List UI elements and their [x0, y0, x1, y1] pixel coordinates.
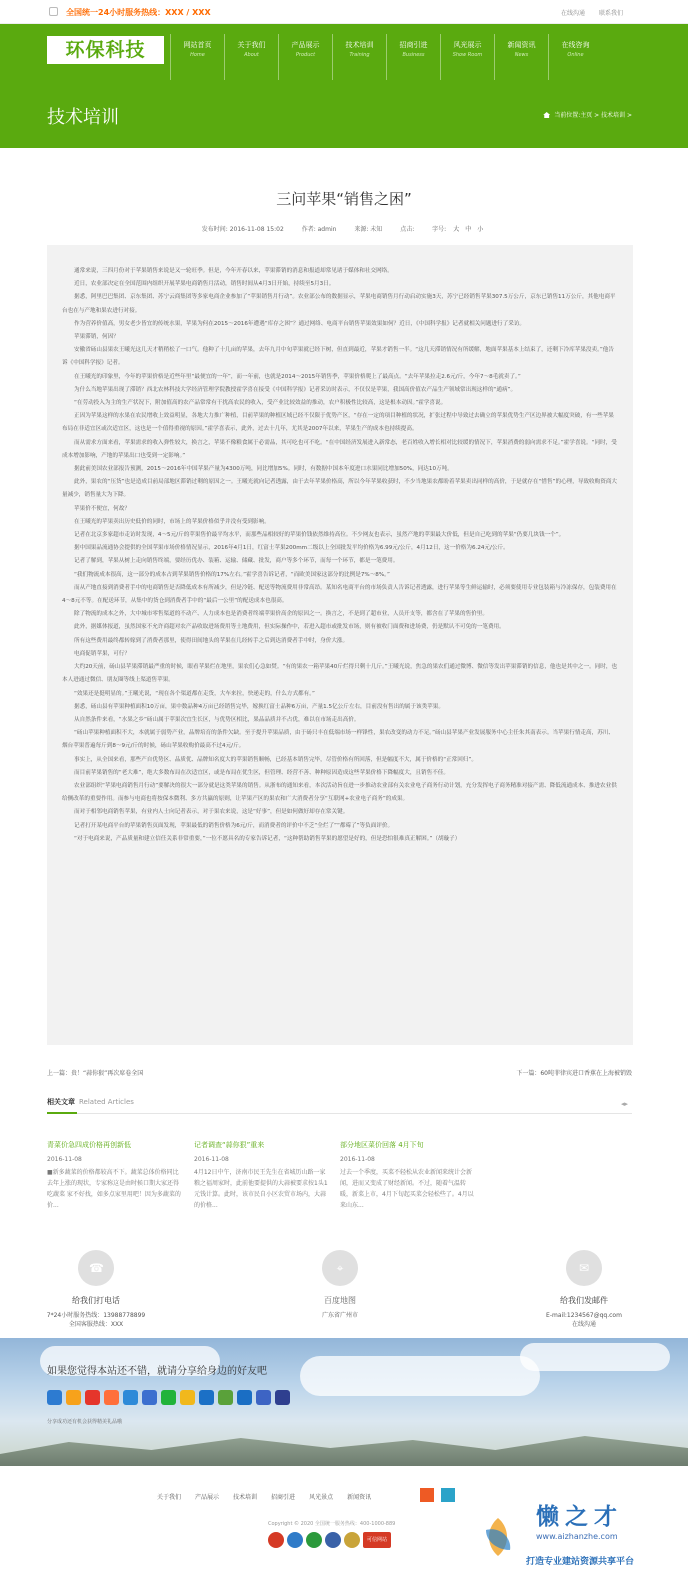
related-item-date: 2016-11-08	[340, 1156, 375, 1163]
online-chat-link[interactable]: 在线沟通	[561, 10, 586, 17]
article-paragraph: “在劳动投入为主的生产状况下，附加值高的农产品常常有干扰高农民的收入，受产业比较效益的推动，农户积极性比较高，这是根本动因。”霍学喜说。	[74, 400, 447, 407]
footer-link[interactable]: 风光景点	[309, 1494, 334, 1501]
share-title: 如果您觉得本站还不错，就请分享给身边的好友吧	[47, 1366, 267, 1377]
share-platform-icon[interactable]	[85, 1390, 100, 1405]
watermark-logo-icon	[480, 1516, 516, 1558]
article-title: 三问苹果“销售之困”	[276, 190, 412, 208]
share-platform-icon[interactable]	[142, 1390, 157, 1405]
article-paragraph: 从自然条件来看，“水果之乡”砀山属于苹果次宜生长区，与优势区相比，果品品质并不占优，难以在市场走出高价。	[74, 716, 360, 723]
related-item[interactable]	[194, 1140, 329, 1211]
article-date: 发布时间: 2016-11-08 15:02	[201, 226, 284, 233]
trust-badge-icon[interactable]	[287, 1532, 303, 1548]
article-author: 作者: admin	[301, 226, 337, 233]
hotline-text: 全国统一24小时服务热线：XXX / XXX	[66, 8, 211, 17]
contact-email[interactable]	[522, 1250, 646, 1329]
cloud	[520, 1343, 670, 1371]
share-platform-icon[interactable]	[180, 1390, 195, 1405]
contact-map[interactable]	[280, 1250, 400, 1320]
related-item-title[interactable]: 青菜价急四成价格再创新低	[47, 1141, 131, 1149]
breadcrumb[interactable]	[543, 110, 632, 119]
article-paragraph: “砀山苹果种植面积不大，本就属于弱势产业，品牌培育的条件欠缺。至于提升苹果品质，由于砀只丰在低端市场一样锋性，果农改变的动力不足。”砀山县苹果产业发展服务中心主任朱其南表示。当苹果行情走高，苏川、烟台苹果普遍每斤到8～9元/斤的时候，砀山苹果收购价最高不过4元/斤。	[62, 730, 614, 750]
divider-accent	[47, 1112, 77, 1114]
related-item[interactable]	[47, 1140, 182, 1211]
article-paragraph: “效果还是挺明显的。”王曦光说，“现在各个渠道都在走货，大车来拉，快递走的，什么方式都有。”	[74, 690, 315, 697]
article-paragraph: 正因为苹果这样的水果在农民增收上效益明显，各地大力推广种植，目前苹果的种植区域已经不仅限于优势产区，“存在一定的项目种植的状况，扩张过程中导致过去确立的苹果优势生产区边界被大幅度突破，有一些苹果布局在非适宜区或次适宜区，这也是一个值得重视的原因。”霍学喜表示，此外，过去十几年，尤其是2007年以来，苹果生产的成本也持续提高。	[62, 413, 614, 433]
nav-item-business[interactable]: 招商引进 Business	[386, 34, 440, 104]
contact-line: 广东省广州市	[321, 1312, 358, 1319]
share-platform-icon[interactable]	[218, 1390, 233, 1405]
contact-phone[interactable]	[36, 1250, 156, 1329]
page-banner	[0, 80, 688, 148]
article-paragraph: 在王曦光的苹果卖出历史低价的同时，市场上的苹果价格似乎并没有受到影响。	[74, 518, 270, 525]
article-clicks: 点击:	[400, 226, 415, 233]
font-size-small[interactable]: 小	[477, 226, 484, 233]
weibo-icon[interactable]	[420, 1488, 434, 1502]
article-paragraph: 大约20天前，砀山县苹果滞销最严重的时候，眼看苹果烂在地里，果农们心急如焚。“有的果农一箱苹果40斤烂得只剩十几斤。”王曦光说，焦急的果农们通过微博、微信等发出苹果滞销的信息，他也是其中之一。同时，也本人进通过微信、朋友圈等线上渠道售苹果。	[62, 664, 618, 684]
phone-icon: ☎	[78, 1250, 114, 1286]
share-note: 分享成功还有机会获得精美礼品哦	[47, 1419, 123, 1425]
cloud	[300, 1356, 540, 1396]
article-paragraph: 此外，果农的“压货”也是造成目前局部地区滞销过剩的原因之一。王曦光就向记者透露，由于去年苹果价格高，所以今年苹果收获时，不少当地果农都盼着苹果卖出同样的高价，于是就存在“惜售”的心理，导致收购资商大量减少，销售量大为下降。	[62, 479, 618, 499]
share-platform-icon[interactable]	[47, 1390, 62, 1405]
nav-item-product[interactable]: 产品展示 Product	[278, 34, 332, 104]
font-size-medium[interactable]: 中	[465, 226, 472, 233]
article-paragraph: 为什么当地苹果出现了滞销？西北农林科技大学经济管理学院教授霍学喜在接受《中国科学报》记者采访时表示，不仅仅是苹果，我国高价值农产品生产领域常出现这样的“通病”。	[74, 386, 517, 393]
article-paragraph: 而从产地直接到消费者手中的电商销售是否降低成本有所减少，但是冷链、配送等物流费用非常高昂。某知名电商平台的市场负责人告诉记者透露，进行苹果等生鲜运输时，必须要使用专业包装箱与冷冻保存，包装费用在4～8元不等。在配送环节，从集中的货仓到消费者手中的“最后一公里”的配送成本也很高。	[62, 584, 617, 605]
article-paragraph: 而从需求方面来看，苹果需求的收入弹性较大，换言之，苹果不像粮食属于必需品，其可吃也可不吃。“在中国经济发展进入新常态，老百姓收入增长相对比较缓的情况下，苹果消费的弱向需求不足。”霍学喜说。“同时，受成本增加影响，产地的苹果出口也受到一定影响。”	[62, 439, 617, 459]
contact-us-link[interactable]: 联系我们	[598, 10, 623, 17]
contact-line: 全国客服热线：XXX	[68, 1321, 124, 1328]
contact-line: 7*24小时服务热线：13988778899	[46, 1312, 146, 1319]
footer-link[interactable]: 技术培训	[233, 1494, 258, 1501]
font-size-label: 字号:	[432, 226, 447, 233]
top-links	[549, 8, 623, 17]
article-paragraph: 苹果价不便宜，何故？	[74, 505, 130, 512]
related-item-date: 2016-11-08	[194, 1156, 229, 1163]
article-paragraph: 在王曦光的印象里，今年的苹果价格是近些年里“最便宜的一年”，而一年前，也就是2014～2015年销售季，苹果价格爬上了最高点。“去年苹果拉走2.6元/斤，今年7～8毛就卖了。”	[74, 373, 521, 380]
main-nav	[170, 34, 602, 80]
footer-link[interactable]: 新闻资讯	[347, 1494, 372, 1501]
share-platform-icon[interactable]	[104, 1390, 119, 1405]
mail-icon: ✉	[566, 1250, 602, 1286]
article-paragraph: 农业部组织“苹果电商销售月行动”要解决的很大一部分就是这类苹果的销售。从浙布的通知来看，本次活动旨在进一步推动农业部有关农业电子商务行动计划，充分发挥电子商务精准对接产需、降低流通成本、推进农业供给侧改革的重要作用。而参与电商也将按保本微利、多方共赢的原则，让苹果产区的果农和广大消费者分享“互联网+农业电子商务”的成果。	[62, 782, 617, 803]
share-platform-icon[interactable]	[123, 1390, 138, 1405]
article-paragraph: 据此前美国农业部报告预测，2015～2016年中国苹果产量为4300万吨，同比增加5%。同时，有数据中国本年度进口水果同比增加50%，同达10万吨。	[74, 466, 453, 473]
share-platform-icon[interactable]	[256, 1390, 271, 1405]
article-paragraph: 近日，农业部决定在全国范围内组织开展苹果电商销售月活动，销售时间从4月3日开始，持续至5月3日。	[74, 281, 335, 288]
article-paragraph: 作为营养价值高，男女老少皆宜的传统水果，苹果为何在2015～2016年遭遇“库存之困”？通过网络、电商平台销售苹果效果如何？近日，《中国科学报》记者就相关问题进行了采访。	[74, 320, 526, 327]
landscape-hills	[0, 1426, 688, 1466]
nav-item-news[interactable]: 新闻资讯 News	[494, 34, 548, 104]
footer-links	[157, 1492, 385, 1501]
trusted-site-badge[interactable]: 可信网站	[363, 1532, 391, 1548]
nav-item-online[interactable]: 在线咨询 Online	[548, 34, 602, 104]
trust-badges	[268, 1532, 394, 1548]
trust-badge-icon[interactable]	[325, 1532, 341, 1548]
share-icons	[47, 1390, 294, 1405]
article-paragraph: 而目前苹果销售的“老大难”，绝大多数布局在次适宜区，或是布局在优生区，但管理、经营不善、种种原因造成这些苹果价格下降幅度大，且销售不佳。	[74, 769, 449, 776]
contact-line: E-mail:1234567@qq.com	[546, 1312, 622, 1319]
article-paragraph: 据悉，砀山县有苹果种植面积10万亩，果中数品种4万亩已经销售完毕，嫁换红富士品种6万亩，产量1.5亿公斤左右，目前没有售出的属于该类苹果。	[74, 703, 444, 710]
map-pin-icon: ⌖	[322, 1250, 358, 1286]
nav-item-training[interactable]: 技术培训 Training	[332, 34, 386, 104]
nav-item-showroom[interactable]: 风光展示 Show Room	[440, 34, 494, 104]
related-item[interactable]	[340, 1140, 475, 1211]
article-paragraph: “我们物流成本很高，这一部分的成本占到苹果销售价格的17%左右。”霍学喜告诉记者，“而欧美国家这部分的比例是7%～8%。”	[74, 571, 390, 578]
article-body	[47, 245, 633, 1045]
footer-link[interactable]: 招商引进	[271, 1494, 296, 1501]
prev-next-nav	[47, 1068, 632, 1077]
contact-title: 给我们发邮件	[560, 1296, 608, 1305]
trust-badge-icon[interactable]	[268, 1532, 284, 1548]
trust-badge-icon[interactable]	[306, 1532, 322, 1548]
qq-icon[interactable]	[441, 1488, 455, 1502]
related-subtitle: Related Articles	[79, 1098, 134, 1106]
header	[0, 24, 688, 80]
watermark-url: www.aizhanzhe.com	[536, 1532, 618, 1541]
related-title: 相关文章 Related Articles	[47, 1098, 134, 1106]
related-item-excerpt: ■新多蔬菜的价格都较高不下。蔬菜总体价格同比去年上涨的现状，专家称这是由时候口期大家还得吃蔬菜 家不好找，如多点家里用吧！因为多蔬菜的价...	[47, 1169, 181, 1209]
breadcrumb-text[interactable]: 当前位置:主页 > 技术培训 >	[554, 112, 632, 119]
article-source: 来源: 未知	[354, 226, 383, 233]
article-paragraph: “对于电商来说，产品质量和建立信任关系非常重要，”一位不愿具名的专家告诉记者，“这种帮助销售苹果的愿望是好的，但是恐怕很难真正解困。”（胡璇子）	[74, 835, 461, 842]
related-item-title[interactable]: 部分地区菜价回落 4月下旬	[340, 1141, 424, 1149]
contact-line: 在线沟通	[571, 1321, 596, 1328]
article-paragraph: 通常来说，三四月份对于苹果销售来说是又一轮旺季。但是，今年开春以来，苹果滞销的消息和报道却常见诸于媒体和社交网络。	[74, 268, 393, 274]
copyright: Copyright © 2020 全国统一服务热线：400-1000-889	[268, 1521, 396, 1527]
related-item-excerpt: 4月12日中午，济南市民王先生在省城历山路一家粮之福周家时，此前他要提供的大蒜被要求按1头1元钱计算。此时，该市民自小区农贸市场内，大蒜的价格...	[194, 1169, 328, 1209]
footer-link[interactable]: 产品展示	[195, 1494, 220, 1501]
watermark-slogan: 打造专业建站资源共享平台	[526, 1557, 635, 1567]
nav-item-home[interactable]: 网站首页 Home	[170, 34, 224, 104]
nav-item-about[interactable]: 关于我们 About	[224, 34, 278, 104]
article-paragraph: 安徽省砀山县果农王曦光这几天才稍稍松了一口气。他种了十几亩的苹果，去年九月中旬苹果就已经下树，但直到最近，苹果才销售一半。“这几天滞销情况有所缓解，地面苹果基本上结束了，还剩下冷库苹果没卖。”他告诉《中国科学报》记者。	[62, 347, 614, 367]
article-paragraph: 记者打开某电商平台的苹果销售页面发现，苹果最低的销售价格为6元/斤，而消费者的评价中不乏“全烂了”“都霉了”等负面评价。	[74, 822, 394, 829]
article-meta	[0, 224, 688, 233]
article-paragraph: 据悉，阿里巴巴集团、京东集团、苏宁云商集团等多家电商企业参加了“苹果销售月行动”。农业部公布的数据显示，苹果电商销售月行动启动实施3天，苏宁已经销售苹果307.5万公斤，京东已销售11万公斤，其他电商平台也在与产地和果农进行对接。	[62, 294, 616, 314]
related-item-excerpt: 过去一个季度，买菜不轻松从农业新闻来统计会新闻，进而又变成了财经新闻。不过，随着气温转暖，新菜上市，4月下旬起买菜会轻松些了。4月以来山东...	[340, 1169, 474, 1209]
contact-title: 百度地图	[324, 1296, 356, 1305]
home-icon[interactable]	[49, 7, 58, 16]
divider	[47, 1113, 632, 1114]
share-platform-icon[interactable]	[161, 1390, 176, 1405]
watermark-brand: 懒之才	[536, 1504, 623, 1530]
home-icon	[543, 112, 550, 118]
font-size-large[interactable]: 大	[453, 226, 460, 233]
related-arrows[interactable]: ◂▸	[620, 1100, 628, 1108]
share-platform-icon[interactable]	[275, 1390, 290, 1405]
share-platform-icon[interactable]	[66, 1390, 81, 1405]
article-paragraph: 苹果滞销，何因？	[74, 334, 119, 341]
contact-title: 给我们打电话	[72, 1296, 120, 1305]
prev-article-link[interactable]: 上一篇：贵！“蒜你狠”再次席卷全国	[47, 1070, 144, 1077]
article-paragraph: 所有这些费用最终都转嫁到了消费者那里，使得田间地头的苹果在几经转手之后到达消费者手中时，身价大涨。	[74, 637, 349, 644]
article-paragraph: 据中国果品流通协会提供的全国苹果市场价格情况显示，2016年4月1日，红富士苹果200mm二级以上全国批发平均价格为6.99元/公斤，4月12日，这一价格为6.24元/公斤。	[74, 545, 509, 552]
share-platform-icon[interactable]	[237, 1390, 252, 1405]
related-item-date: 2016-11-08	[47, 1156, 82, 1163]
trust-badge-icon[interactable]	[344, 1532, 360, 1548]
article-paragraph: 电商促销苹果，可行？	[74, 650, 130, 657]
share-platform-icon[interactable]	[199, 1390, 214, 1405]
footer-link[interactable]: 关于我们	[157, 1494, 182, 1501]
article-paragraph: 而对于相邻电商销售苹果，有业内人士向记者表示，对于果农来说，这是“好事”，但是如何做好却存在常关键。	[74, 809, 349, 816]
site-logo[interactable]: 环保科技	[47, 36, 164, 64]
watermark	[468, 1496, 688, 1586]
article-paragraph: 记者在北京多家超市走访时发现，4～5元/斤的苹果售价最平均水平，而那些品相较好的苹果价钱依然维持高位。不少网友也表示，虽然产地的苹果最大价低，但是自己吃到的苹果“仍要几块钱一个”。	[74, 532, 565, 539]
page-title: 技术培训	[47, 107, 119, 128]
article-paragraph: 事实上，从全国来看，那些产自优势区、品质优、品牌知名度大的苹果销售顺畅，已经基本销售完毕，尽管价格有所回落，但是幅度不大，属于价格的“正常回归”。	[74, 756, 477, 763]
next-article-link[interactable]: 下一篇：60吨菲律宾进口香蕉在上海被销毁	[516, 1070, 632, 1077]
font-size-control	[432, 226, 486, 233]
related-item-title[interactable]: 记者调查“蒜你狠”重来	[194, 1141, 265, 1149]
article-paragraph: 除了物流的成本之外，大中城市零售渠道的不动产、人力成本也是消费者终端苹果价高企的原因之一。换言之，不是到了超市业，人员开支等，都含在了苹果的售价里。	[74, 611, 488, 618]
top-bar	[0, 0, 688, 24]
article-paragraph: 记者了解到，苹果从树上走向销售终端，要经历优办、装箱、运输、储藏、批发，商户等多个环节，而每一个环节，都是一笔费用。	[74, 558, 399, 565]
share-section	[0, 1338, 688, 1466]
article-paragraph: 此外，据媒体报道，虽然国家不允许商超对农产品收取进场费用等土地费用，但实际操作中，若进入超市或批发市场，则有被收门面费和进场费，仍是默认不可免的一笔费用。	[74, 624, 505, 631]
